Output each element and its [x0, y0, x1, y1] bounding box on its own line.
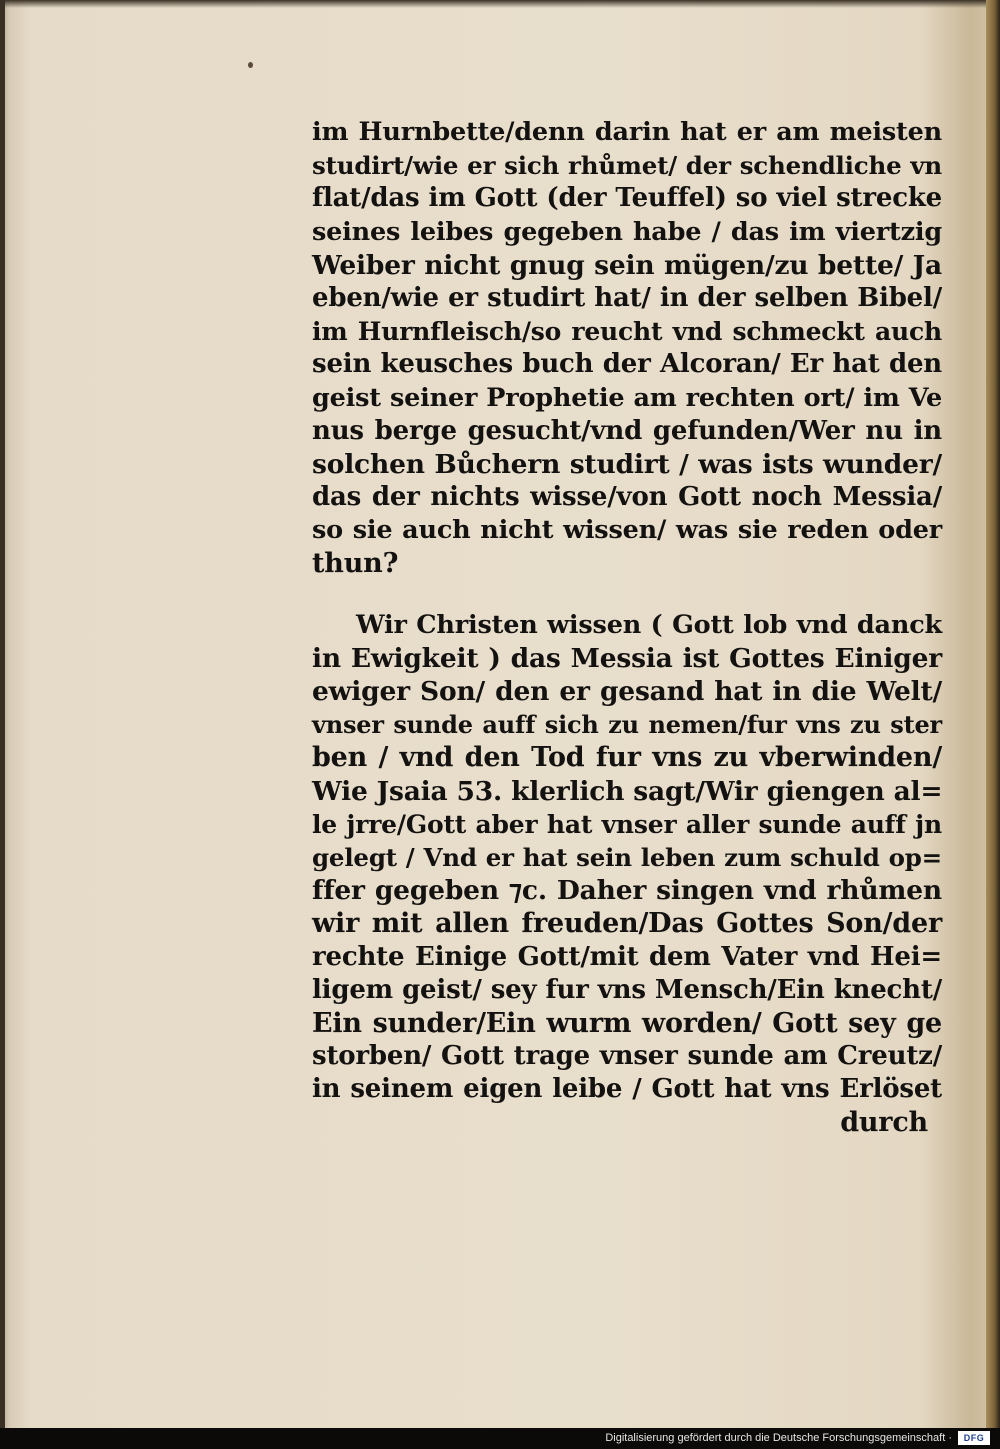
- text-line: thun?: [312, 548, 399, 580]
- text-line: so sie auch nicht wissen/ was sie reden oder: [312, 515, 942, 546]
- catchword: durch: [840, 1107, 928, 1139]
- text-line: Ein sunder/Ein wurm worden/ Gott sey ge: [312, 1007, 942, 1039]
- text-line: geist seiner Prophetie am rechten ort/ im Ve: [312, 382, 942, 413]
- text-line: Wie Jsaia 53. klerlich sagt/Wir giengen al=: [312, 775, 943, 807]
- footer-bar: [0, 1428, 1000, 1449]
- text-line: ffer gegeben ⁊c. Daher singen vnd rhůmen: [312, 875, 942, 907]
- text-line: le jrre/Gott aber hat vnser aller sunde auff jn: [312, 809, 942, 839]
- text-line: rechte Einige Gott/mit dem Vater vnd Hei=: [312, 941, 942, 972]
- funding-credit: Digitalisierung gefördert durch die Deutsche Forschungsgemeinschaft ·: [605, 1432, 952, 1444]
- text-line: im Hurnbette/denn darin hat er am meisten: [312, 117, 942, 147]
- text-line: Wir Christen wissen ( Gott lob vnd danck: [356, 609, 942, 640]
- text-line: nus berge gesucht/vnd gefunden/Wer nu in: [312, 415, 942, 446]
- text-line: wir mit allen freuden/Das Gottes Son/der: [312, 908, 942, 940]
- text-line: gelegt / Vnd er hat sein leben zum schuld op=: [312, 842, 942, 872]
- text-line: ben / vnd den Tod fur vns zu vberwinden/: [312, 742, 942, 774]
- text-line: ewiger Son/ den er gesand hat in die Welt/: [312, 676, 942, 707]
- text-line: eben/wie er studirt hat/ in der selben Bibel/: [312, 282, 942, 313]
- text-line: studirt/wie er sich rhůmet/ der schendliche vn: [312, 151, 942, 181]
- text-line: das der nichts wisse/von Gott noch Messia/: [312, 482, 942, 513]
- text-line: im Hurnfleisch/so reucht vnd schmeckt auch: [312, 317, 942, 347]
- paragraph-2: [312, 609, 942, 1107]
- paper-stain: [248, 62, 253, 68]
- page-top-shadow: [0, 0, 1000, 8]
- text-line: storben/ Gott trage vnser sunde am Creutz/: [312, 1041, 942, 1072]
- text-line: ligem geist/ sey fur vns Mensch/Ein knecht/: [312, 974, 942, 1005]
- text-line: vnser sunde auff sich zu nemen/fur vns zu ster: [312, 710, 942, 740]
- text-line: in seinem eigen leibe / Gott hat vns Erlöset: [312, 1074, 942, 1105]
- text-line: Weiber nicht gnug sein mügen/zu bette/ Ja: [312, 249, 942, 281]
- page-gutter-edge: [986, 0, 1000, 1428]
- page-text: [312, 116, 942, 1140]
- text-line: solchen Bůchern studirt / was ists wunder/: [312, 448, 942, 480]
- paragraph-1: [312, 116, 942, 581]
- text-line: in Ewigkeit ) das Messia ist Gottes Einiger: [312, 642, 942, 674]
- paragraph-gap: [312, 581, 942, 609]
- text-line: sein keusches buch der Alcoran/ Er hat den: [312, 349, 942, 380]
- text-line: flat/das im Gott (der Teuffel) so viel strecke: [312, 183, 942, 214]
- page-left-edge: [0, 0, 5, 1428]
- dfg-logo: DFG: [958, 1431, 990, 1445]
- text-line: seines leibes gegeben habe / das im viertzig: [312, 216, 942, 247]
